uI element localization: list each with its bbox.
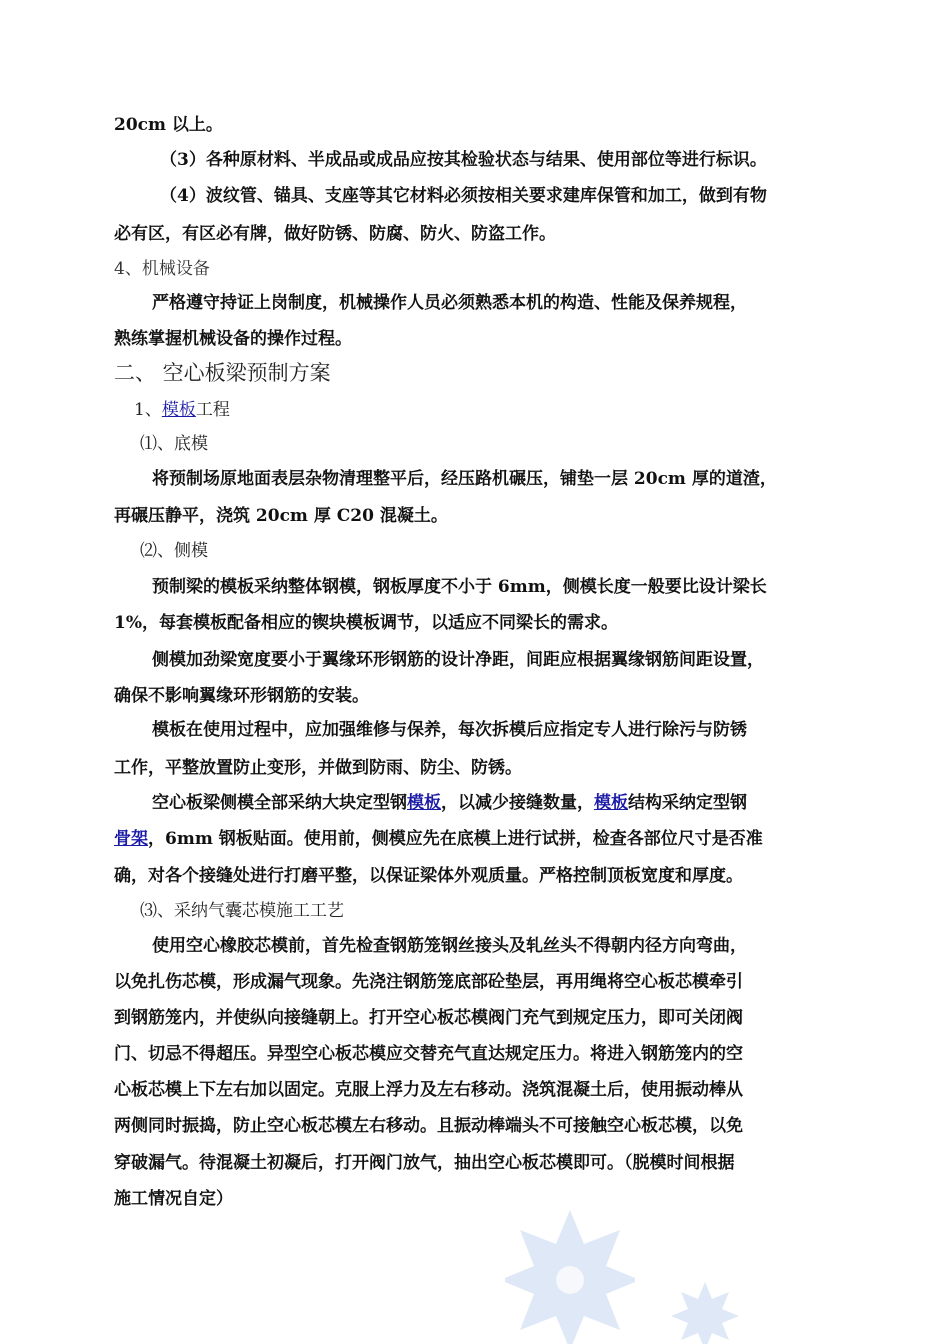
template-link[interactable]: 模板 — [407, 793, 441, 813]
paragraph-line: 两侧同时振捣，防止空心板芯模左右移动。且振动棒端头不可接触空心板芯模，以免 — [114, 1116, 743, 1136]
paragraph-line: 1%，每套模板配备相应的锲块模板调节，以适应不同梁长的需求。 — [114, 613, 618, 633]
snowflake-watermark-icon — [670, 1280, 740, 1344]
paragraph-line: 工作，平整放置防止变形，并做到防雨、防尘、防锈。 — [114, 758, 522, 778]
template-link[interactable]: 模板 — [594, 793, 628, 813]
subsection-heading: ⑴、底模 — [140, 434, 208, 454]
text-span: 空心板梁侧模全部采纳大块定型钢 — [152, 793, 407, 813]
text-span: ，6mm 钢板贴面。使用前，侧模应先在底模上进行试拼，检查各部位尺寸是否准 — [148, 829, 763, 849]
paragraph-line — [152, 791, 747, 815]
paragraph-line: 以免扎伤芯模，形成漏气现象。先浇注钢筋笼底部砼垫层，再用绳将空心板芯模牵引 — [114, 972, 743, 992]
chapter-heading: 二、 空心板梁预制方案 — [114, 361, 331, 385]
heading-text: 工程 — [195, 400, 230, 420]
paragraph-line: 预制梁的模板采纳整体钢模，钢板厚度不小于 6mm，侧模长度一般要比设计梁长 — [152, 577, 767, 597]
paragraph-line: 20cm 以上。 — [114, 115, 223, 135]
text-span: ，以减少接缝数量， — [441, 793, 594, 813]
paragraph-line: 侧模加劲梁宽度要小于翼缘环形钢筋的设计净距，间距应根据翼缘钢筋间距设置， — [152, 650, 764, 670]
paragraph-line: 严格遵守持证上岗制度，机械操作人员必须熟悉本机的构造、性能及保养规程， — [152, 293, 747, 313]
paragraph-line: 必有区，有区必有牌，做好防锈、防腐、防火、防盗工作。 — [114, 224, 556, 244]
subsection-heading — [134, 398, 230, 422]
paragraph-line: （3）各种原材料、半成品或成品应按其检验状态与结果、使用部位等进行标识。 — [160, 150, 767, 170]
snowflake-watermark-icon — [505, 1205, 635, 1344]
paragraph-line: 施工情况自定） — [114, 1189, 233, 1209]
paragraph-line: 熟练掌握机械设备的操作过程。 — [114, 329, 352, 349]
subsection-heading: ⑶、采纳气囊芯模施工工艺 — [140, 901, 344, 921]
paragraph-line: 使用空心橡胶芯模前，首先检查钢筋笼钢丝接头及轧丝头不得朝内径方向弯曲， — [152, 936, 747, 956]
paragraph-line: 模板在使用过程中，应加强维修与保养，每次拆模后应指定专人进行除污与防锈 — [152, 720, 747, 740]
paragraph-line: 再碾压静平，浇筑 20cm 厚 C20 混凝土。 — [114, 506, 448, 526]
paragraph-line: 将预制场原地面表层杂物清理整平后，经压路机碾压，铺垫一层 20cm 厚的道渣， — [152, 469, 777, 489]
paragraph-line: 心板芯模上下左右加以固定。克服上浮力及左右移动。浇筑混凝土后，使用振动棒从 — [114, 1080, 743, 1100]
paragraph-line: 门、切忌不得超压。异型空心板芯模应交替充气直达规定压力。将进入钢筋笼内的空 — [114, 1044, 743, 1064]
paragraph-line: 到钢筋笼内，并使纵向接缝朝上。打开空心板芯模阀门充气到规定压力，即可关闭阀 — [114, 1008, 743, 1028]
section-heading: 4、机械设备 — [114, 259, 210, 279]
skeleton-link[interactable]: 骨架 — [114, 829, 148, 849]
template-link[interactable]: 模板 — [161, 400, 196, 420]
subsection-heading: ⑵、侧模 — [140, 541, 208, 561]
paragraph-line: 确，对各个接缝处进行打磨平整，以保证梁体外观质量。严格控制顶板宽度和厚度。 — [114, 866, 743, 886]
paragraph-line: 穿破漏气。待混凝土初凝后，打开阀门放气，抽出空心板芯模即可。（脱模时间根据 — [114, 1153, 735, 1173]
paragraph-line — [114, 827, 763, 851]
paragraph-line: 确保不影响翼缘环形钢筋的安装。 — [114, 686, 369, 706]
paragraph-line: （4）波纹管、锚具、支座等其它材料必须按相关要求建库保管和加工，做到有物 — [160, 186, 767, 206]
heading-number: 1、 — [134, 400, 162, 420]
text-span: 结构采纳定型钢 — [628, 793, 747, 813]
